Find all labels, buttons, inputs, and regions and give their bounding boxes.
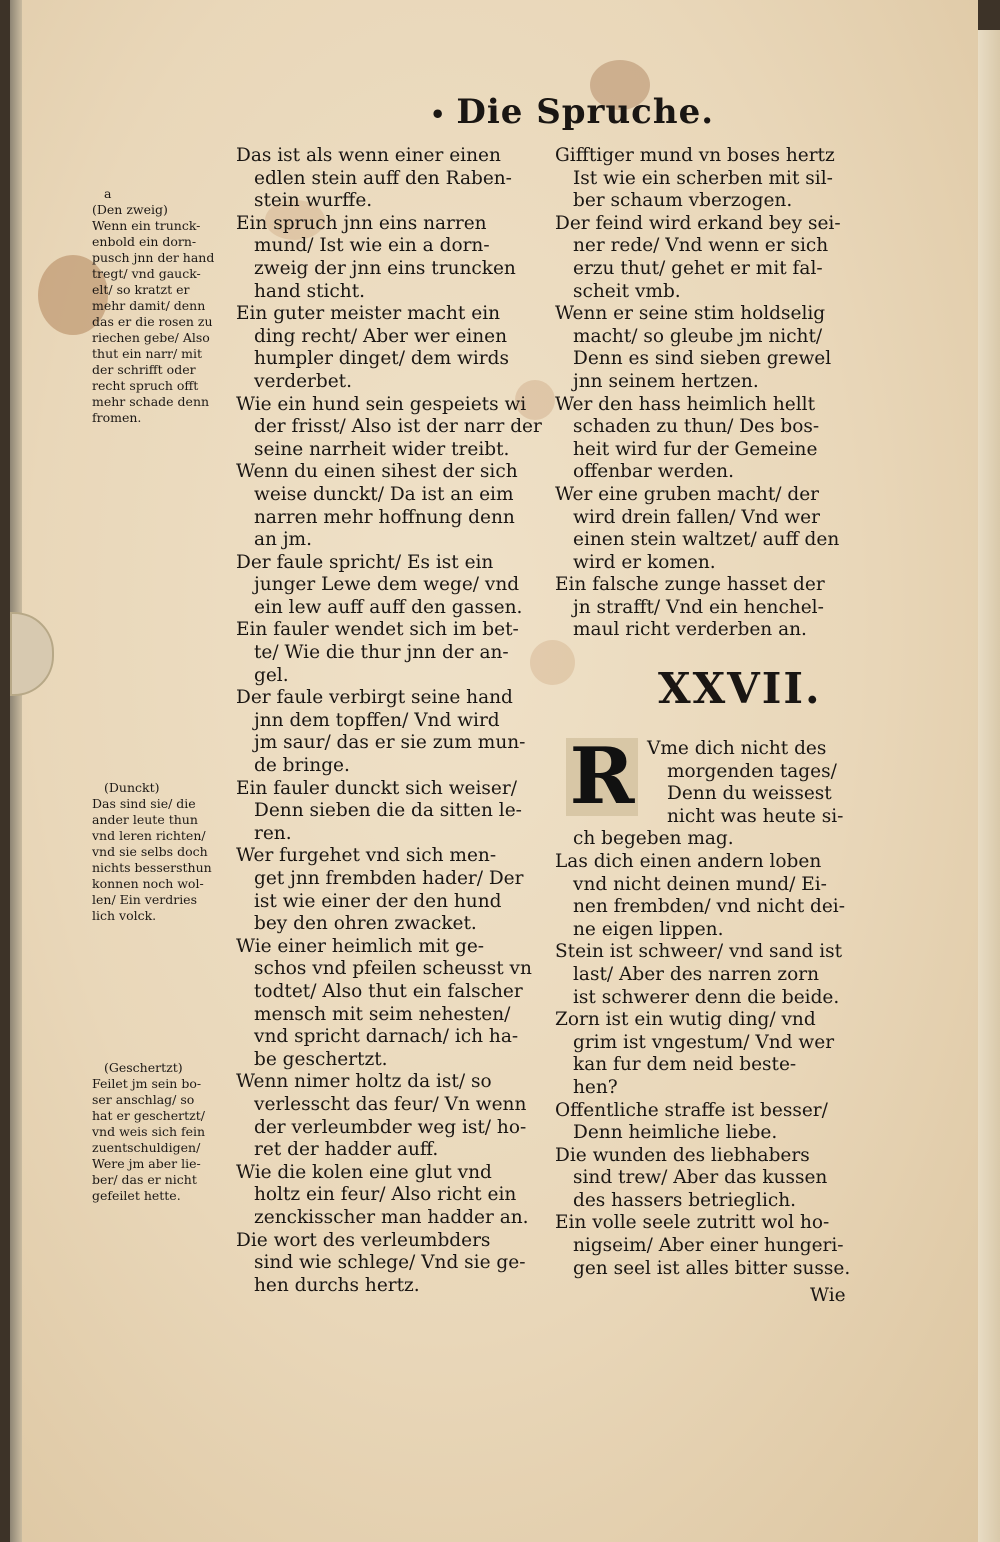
text-line: be geschertzt. [254,1048,388,1070]
gloss-line: hat er geschertzt/ [92,1108,205,1123]
text-line: des hassers betrieglich. [573,1189,797,1211]
text-line: narren mehr hoffnung denn [254,506,515,528]
text-line: erzu thut/ gehet er mit fal- [573,257,823,279]
text-line: ren. [254,822,292,844]
page-gutter [10,0,22,1542]
text-line: Gifftiger mund vn boses hertz [555,145,835,166]
gloss-line: gefeilet hette. [92,1188,181,1203]
facing-page-edge [978,30,1000,1542]
text-line: Der faule spricht/ Es ist ein [236,551,494,573]
text-line: sind wie schlege/ Vnd sie ge- [254,1252,526,1274]
gloss-line: riechen gebe/ Also [92,330,210,345]
text-line: verlesscht das feur/ Vn wenn [254,1093,527,1115]
gloss-line: der schrifft oder [92,362,196,377]
text-line: Wer furgehet vnd sich men- [236,845,497,867]
text-line: an jm. [254,529,312,551]
gloss-line: Feilet jm sein bo- [92,1076,202,1091]
text-line: ding recht/ Aber wer einen [254,325,508,347]
text-line: hen? [573,1076,618,1098]
gloss-line: thut ein narr/ mit [92,346,203,361]
chapter-number: XXVII. [658,664,822,713]
text-line: humpler dinget/ dem wirds [254,348,509,370]
gloss-line: vnd sie selbs doch [92,844,208,859]
gloss-line: ber/ das er nicht [92,1172,197,1187]
gloss-line: ser anschlag/ so [92,1092,195,1107]
text-line: Die wort des verleumbders [236,1229,491,1251]
gloss-ref: a [104,186,112,201]
page-title: Die Spruche. [456,92,715,132]
header-marker: • [430,100,447,129]
text-line: Ein volle seele zutritt wol ho- [555,1212,830,1234]
text-line: Ein fauler dunckt sich weiser/ [236,777,517,799]
text-line: mensch mit seim nehesten/ [254,1003,511,1025]
text-line: Vme dich nicht des [647,738,827,759]
text-line: Denn heimliche liebe. [573,1122,778,1144]
text-line: seine narrheit wider treibt. [254,438,510,460]
text-line: bey den ohren zwacket. [254,913,477,935]
text-line: nigseim/ Aber einer hungeri- [573,1235,844,1257]
margin-gloss-1 [92,186,242,426]
text-line: Zorn ist ein wutig ding/ vnd [555,1009,816,1031]
text-line: Ein guter meister macht ein [236,303,501,325]
text-line: todtet/ Also thut ein falscher [254,980,523,1002]
text-line: Ein fauler wendet sich im bet- [236,619,519,641]
text-line: offenbar werden. [573,461,734,483]
text-line: Denn es sind sieben grewel [573,348,832,370]
gloss-line: pusch jnn der hand [92,250,215,265]
text-line: nen frembden/ vnd nicht dei- [573,896,845,918]
text-line: jm saur/ das er sie zum mun- [254,732,526,754]
text-line: morgenden tages/ [667,760,837,782]
text-line: ne eigen lippen. [573,918,724,940]
text-line: kan fur dem neid beste- [573,1054,797,1076]
gloss-line: Das sind sie/ die [92,796,196,811]
text-line: verderbet. [254,370,352,392]
text-line: scheit vmb. [573,280,681,302]
text-line: der verleumbder weg ist/ ho- [254,1116,527,1138]
text-line: get jnn frembden hader/ Der [254,868,524,889]
text-line: Ein spruch jnn eins narren [236,212,487,234]
text-line: Denn du weissest [667,783,832,805]
text-line: Das ist als wenn einer einen [236,145,501,166]
text-line: jn strafft/ Vnd ein henchel- [573,596,824,618]
text-line: Las dich einen andern loben [555,850,822,872]
text-line: ist schwerer denn die beide. [573,986,840,1008]
text-line: stein wurffe. [254,190,373,212]
text-line: ein lew auff auff den gassen. [254,596,523,618]
text-line: heit wird fur der Gemeine [573,438,818,460]
gloss-line: (Dunckt) [104,780,160,795]
book-page [10,0,978,1542]
text-line: mund/ Ist wie ein a dorn- [254,235,490,257]
text-line: der frisst/ Also ist der narr der [254,416,542,438]
gloss-line: (Geschertzt) [104,1060,183,1075]
text-line: wird er komen. [573,551,716,573]
text-column-right [555,145,875,642]
running-header [430,92,730,132]
gloss-line: (Den zweig) [92,202,168,217]
text-line: macht/ so gleube jm nicht/ [573,325,823,347]
gloss-line: Wenn ein trunck- [92,218,201,233]
text-line: Wenn er seine stim holdselig [555,303,826,325]
text-line: wird drein fallen/ Vnd wer [573,506,820,528]
text-line: ch begeben mag. [573,828,734,850]
text-line: Ist wie ein scherben mit sil- [573,167,833,189]
text-line: Der feind wird erkand bey sei- [555,212,841,234]
gloss-line: vnd leren richten/ [92,828,206,843]
text-line: Die wunden des liebhabers [555,1144,810,1166]
text-line: jnn seinem hertzen. [573,370,759,392]
gloss-line: vnd weis sich fein [92,1124,206,1139]
text-line: last/ Aber des narren zorn [573,963,820,985]
text-line: Wer eine gruben macht/ der [555,483,820,505]
gloss-line: tregt/ vnd gauck- [92,266,201,281]
text-line: de bringe. [254,755,350,777]
gloss-line: lich volck. [92,908,157,923]
text-line: Offentliche straffe ist besser/ [555,1099,828,1121]
text-line: nicht was heute si- [667,805,844,827]
page-clip [10,612,54,696]
text-line: Ein falsche zunge hasset der [555,574,825,596]
gloss-line: konnen noch wol- [92,876,204,891]
text-line: vnd nicht deinen mund/ Ei- [573,873,827,895]
margin-gloss-2 [92,780,242,924]
text-line: ret der hadder auff. [254,1139,439,1161]
text-line: gen seel ist alles bitter susse. [573,1257,851,1279]
text-line: ber schaum vberzogen. [573,190,793,212]
gloss-line: Were jm aber lie- [92,1156,201,1171]
text-line: junger Lewe dem wege/ vnd [254,574,520,596]
text-column-right-lower [555,738,875,1280]
text-line: schaden zu thun/ Des bos- [573,416,820,438]
text-line: Denn sieben die da sitten le- [254,800,522,822]
gloss-line: nichts bessersthun [92,860,212,875]
text-line: gel. [254,664,289,686]
text-line: Wer den hass heimlich hellt [555,393,816,415]
text-line: vnd spricht darnach/ ich ha- [254,1026,519,1048]
text-line: Wenn nimer holtz da ist/ so [236,1071,492,1093]
text-line: te/ Wie die thur jnn der an- [254,642,509,664]
text-line: jnn dem topffen/ Vnd wird [254,709,500,731]
gloss-line: len/ Ein verdries [92,892,197,907]
gloss-line: zuentschuldigen/ [92,1140,201,1155]
text-line: Wie die kolen eine glut vnd [236,1161,492,1183]
gloss-line: das er die rosen zu [92,314,213,329]
gloss-line: mehr schade denn [92,394,210,409]
text-line: Wenn du einen sihest der sich [236,461,518,483]
text-line: schos vnd pfeilen scheusst vn [254,958,532,980]
text-line: zenckisscher man hadder an. [254,1206,529,1228]
gloss-line: fromen. [92,410,142,425]
text-line: hen durchs hertz. [254,1274,420,1296]
text-line: einen stein waltzet/ auff den [573,529,840,551]
text-line: Wie ein hund sein gespeiets wi [236,393,527,415]
text-line: grim ist vngestum/ Vnd wer [573,1031,835,1053]
catchword: Wie [810,1285,846,1306]
gloss-line: enbold ein dorn- [92,234,197,249]
gloss-line: mehr damit/ denn [92,298,206,313]
text-line: zweig der jnn eins truncken [254,257,516,279]
gloss-line: recht spruch offt [92,378,199,393]
text-line: maul richt verderben an. [573,619,807,641]
text-line: Wie einer heimlich mit ge- [236,935,485,957]
text-line: ist wie einer der den hund [254,890,502,912]
text-line: edlen stein auff den Raben- [254,167,512,189]
text-line: sind trew/ Aber das kussen [573,1167,828,1189]
text-line: holtz ein feur/ Also richt ein [254,1184,517,1206]
text-line: Stein ist schweer/ vnd sand ist [555,941,843,963]
text-line: weise dunckt/ Da ist an eim [254,483,514,505]
text-line: ner rede/ Vnd wenn er sich [573,235,829,257]
text-line: hand sticht. [254,280,366,302]
gloss-line: elt/ so kratzt er [92,282,190,297]
text-column-middle [236,145,546,1297]
margin-gloss-3 [92,1060,242,1204]
text-line: Der faule verbirgt seine hand [236,687,513,709]
gloss-line: ander leute thun [92,812,198,827]
drop-cap: R [566,738,638,816]
